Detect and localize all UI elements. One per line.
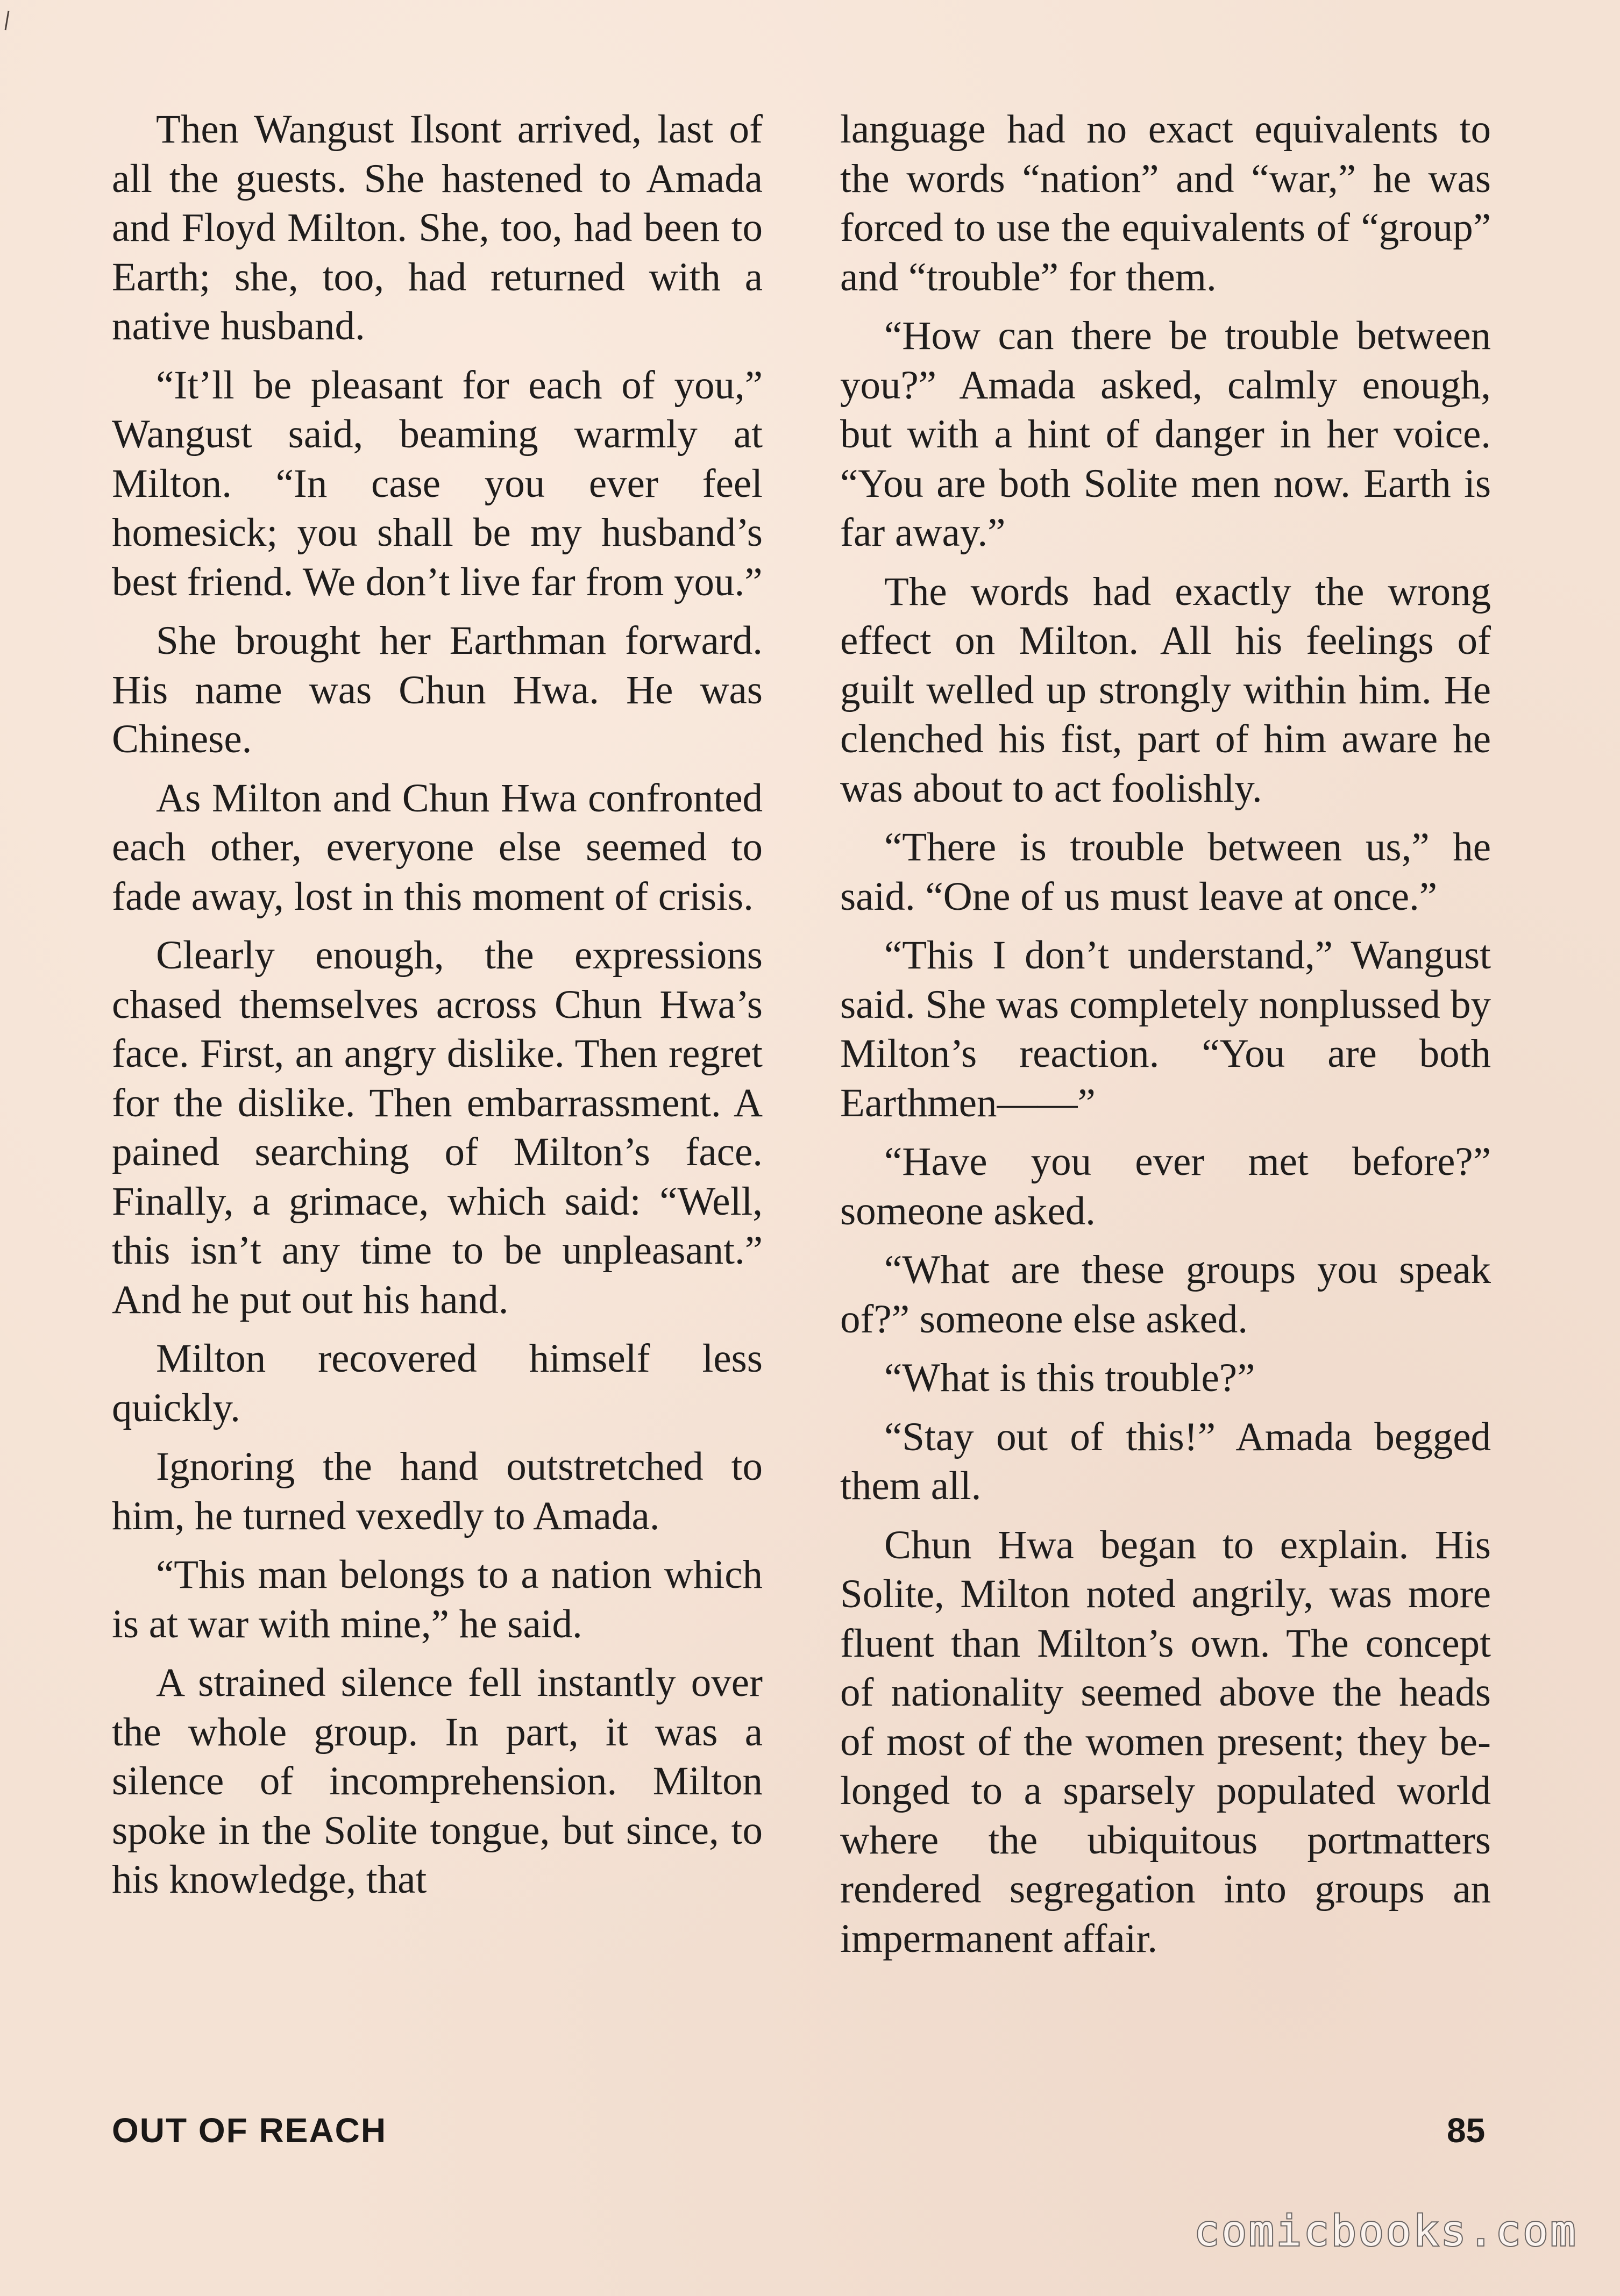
paragraph: Chun Hwa began to explain. His Solite, Milton noted angrily, was more fluent than Milton’s own. The concept of nationality seemed above the heads of most of the women present; they belonged to a sparsely populated world where the ubiquitous portmatters rendered segregation into groups an impermanent affair. — [840, 1522, 1491, 1961]
text-column-right — [840, 105, 1491, 2148]
paragraph: “Have you ever met before?” someone asked. — [840, 1139, 1491, 1233]
paragraph: “This I don’t understand,” Wangust said. She was completely nonplussed by Milton’s reaction. “You are both Earthmen——” — [840, 933, 1491, 1125]
running-title: OUT OF REACH — [112, 2111, 387, 2150]
paragraph: “How can there be trouble between you?” Amada asked, calmly enough, but with a hint of danger in her voice. “You are both Solite men now. Earth is far away.” — [840, 313, 1491, 555]
paragraph: Ignoring the hand outstretched to him, he turned vexedly to Amada. — [112, 1444, 763, 1538]
paragraph: She brought her Earthman forward. His name was Chun Hwa. He was Chinese. — [112, 618, 763, 761]
paragraph: Milton recovered himself less quickly. — [112, 1336, 763, 1430]
paragraph: language had no exact equivalents to the words “nation” and “war,” he was forced to use the equivalents of “group” and “trouble” for them. — [840, 107, 1491, 300]
page-number: 85 — [1447, 2111, 1486, 2150]
paragraph: A strained silence fell instantly over the whole group. In part, it was a silence of incomprehension. Milton spoke in the Solite tongue, but since, to his knowledge, that — [112, 1660, 763, 1902]
paragraph: “Stay out of this!” Amada begged them all. — [840, 1414, 1491, 1508]
paragraph: Then Wangust Ilsont arrived, last of all the guests. She hastened to Amada and Floyd Milton. She, too, had been to Earth; she, too, had returned with a native husband. — [112, 107, 763, 348]
text-column-left — [112, 105, 763, 2148]
paragraph: “What is this trouble?” — [884, 1356, 1255, 1400]
paragraph: Clearly enough, the expressions chased themselves across Chun Hwa’s face. First, an angry dislike. Then regret for the dislike. Then embarrassment. A pained searching of Milton’s face. Finally, a grimace, which said: “Well, this isn’t any time to be unpleasant.” And he put out his hand. — [112, 933, 763, 1322]
paragraph: The words had exactly the wrong effect on Milton. All his feelings of guilt welled up strongly within him. He clenched his fist, part of him aware he was about to act foolishly. — [840, 569, 1491, 811]
paragraph: As Milton and Chun Hwa confronted each other, everyone else seemed to fade away, lost in this moment of crisis. — [112, 775, 763, 919]
paragraph: “This man belongs to a nation which is at war with mine,” he said. — [112, 1552, 763, 1646]
watermark: comicbooks.com — [1194, 2207, 1578, 2256]
ink-mark — [3, 10, 11, 31]
paragraph: “It’ll be pleasant for each of you,” Wangust said, beaming warmly at Milton. “In case you ever feel homesick; you shall be my husband’s best friend. We don’t live far from you.” — [112, 362, 763, 604]
paragraph: “What are these groups you speak of?” someone else asked. — [840, 1247, 1491, 1342]
paragraph: “There is trouble between us,” he said. “One of us must leave at once.” — [840, 825, 1491, 919]
